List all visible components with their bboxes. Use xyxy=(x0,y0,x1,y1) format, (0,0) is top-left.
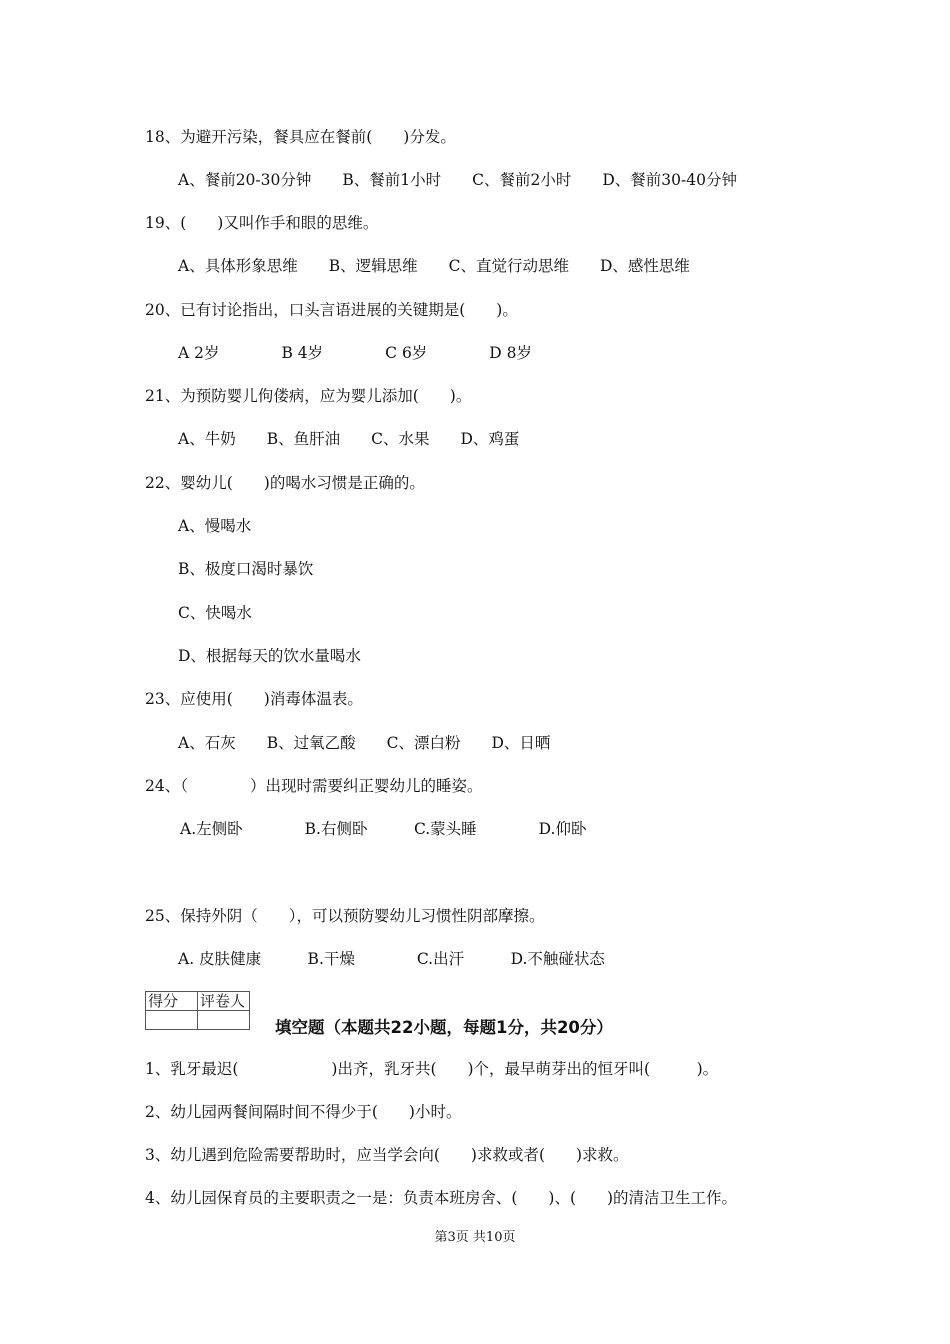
question-20-stem: 20、已有讨论指出，口头言语进展的关键期是( )。 xyxy=(145,301,518,319)
question-24-stem: 24、（ ）出现时需要纠正婴幼儿的睡姿。 xyxy=(145,777,483,795)
question-20-options: A 2岁 B 4岁 C 6岁 D 8岁 xyxy=(178,344,533,362)
page-footer: 第3页 共10页 xyxy=(434,1230,516,1245)
question-21-options: A、牛奶 B、鱼肝油 C、水果 D、鸡蛋 xyxy=(178,430,520,448)
question-22-stem: 22、婴幼儿( )的喝水习惯是正确的。 xyxy=(145,474,425,492)
question-19-stem: 19、( )又叫作手和眼的思维。 xyxy=(145,214,379,232)
question-19-options: A、具体形象思维 B、逻辑思维 C、直觉行动思维 D、感性思维 xyxy=(178,257,690,275)
fill-blank-2: 2、幼儿园两餐间隔时间不得少于( )小时。 xyxy=(145,1103,462,1121)
question-22-option-c: C、快喝水 xyxy=(178,604,252,622)
question-23-stem: 23、应使用( )消毒体温表。 xyxy=(145,690,363,708)
fill-blank-3: 3、幼儿遇到危险需要帮助时，应当学会向( )求救或者( )求救。 xyxy=(145,1146,629,1164)
question-18-options: A、餐前20-30分钟 B、餐前1小时 C、餐前2小时 D、餐前30-40分钟 xyxy=(178,171,737,189)
question-22-option-b: B、极度口渴时暴饮 xyxy=(178,560,314,578)
question-25-options: A. 皮肤健康 B.干燥 C.出汗 D.不触碰状态 xyxy=(178,950,605,968)
question-24-options: A.左侧卧 B.右侧卧 C.蒙头睡 D.仰卧 xyxy=(180,820,587,838)
question-18-stem: 18、为避开污染，餐具应在餐前( )分发。 xyxy=(145,128,456,146)
question-21-stem: 21、为预防婴儿佝偻病，应为婴儿添加( )。 xyxy=(145,387,472,405)
fill-blank-1: 1、乳牙最迟( )出齐，乳牙共( )个，最早萌芽出的恒牙叫( )。 xyxy=(145,1060,719,1078)
question-23-options: A、石灰 B、过氧乙酸 C、漂白粉 D、日晒 xyxy=(178,734,551,752)
score-label: 得分 xyxy=(146,992,198,1011)
fill-blank-4: 4、幼儿园保育员的主要职责之一是：负责本班房舍、( )、( )的清洁卫生工作。 xyxy=(145,1189,738,1207)
score-table xyxy=(145,991,250,1030)
score-cell xyxy=(146,1011,198,1030)
question-22-option-a: A、慢喝水 xyxy=(178,517,252,535)
question-22-option-d: D、根据每天的饮水量喝水 xyxy=(178,647,361,665)
grader-cell xyxy=(198,1011,250,1030)
question-25-stem: 25、保持外阴（ ），可以预防婴幼儿习惯性阴部摩擦。 xyxy=(145,907,545,925)
section-title: 填空题（本题共22小题，每题1分，共20分） xyxy=(275,1018,613,1037)
grader-label: 评卷人 xyxy=(198,992,250,1011)
